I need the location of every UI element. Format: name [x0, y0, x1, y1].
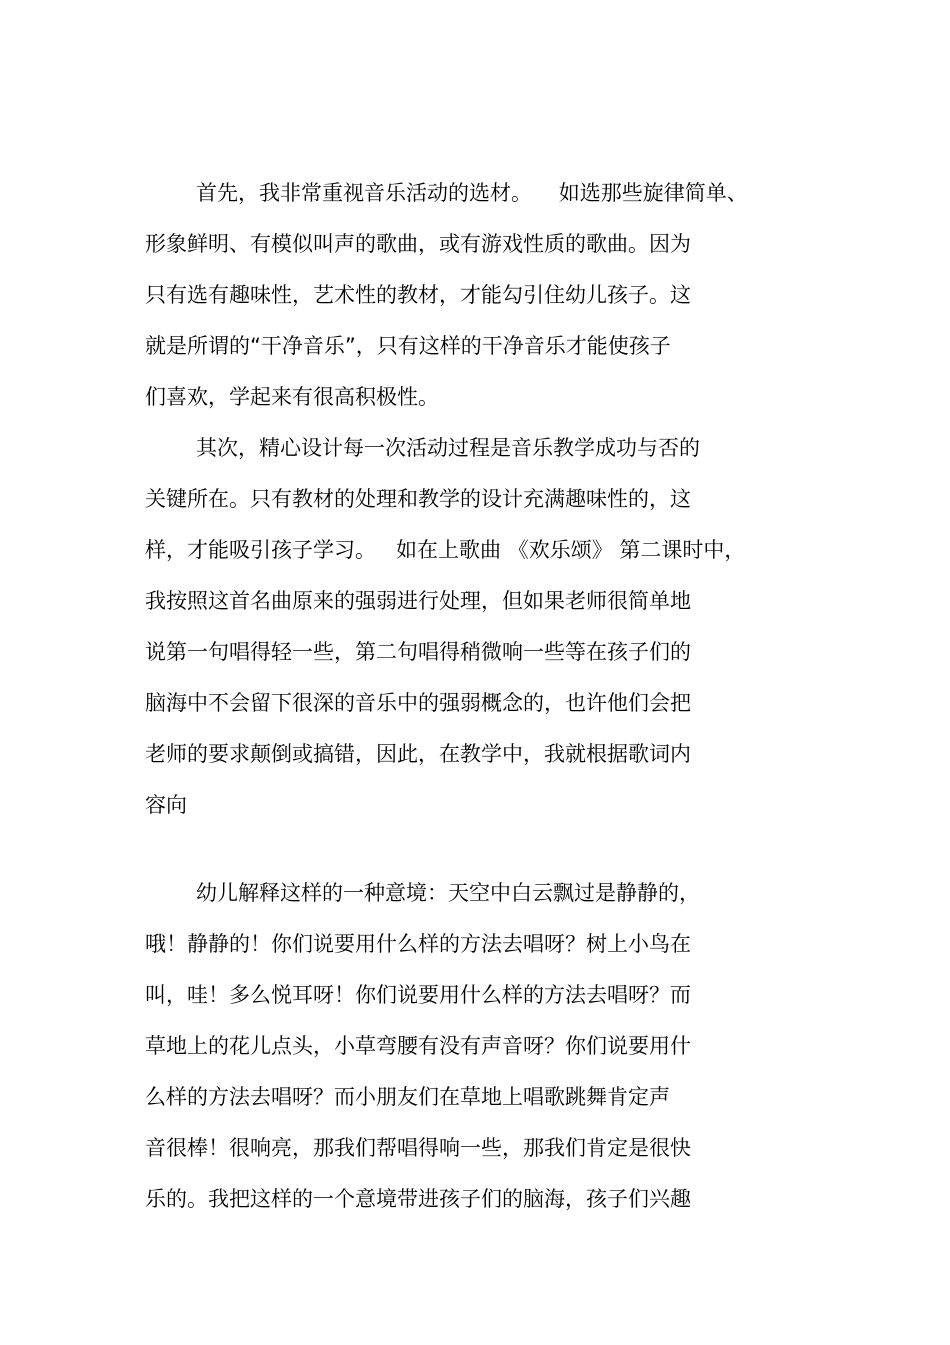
paragraph-1-line-3: 只有选有趣味性，艺术性的教材，才能勾引住幼儿孩子。这	[145, 283, 691, 307]
paragraph-3-line-7: 乐的。我把这样的一个意境带进孩子们的脑海，孩子们兴趣	[145, 1187, 691, 1211]
paragraph-2-line-4: 我按照这首名曲原来的强弱进行处理，但如果老师很简单地	[145, 589, 691, 613]
paragraph-3-line-4: 草地上的花儿点头，小草弯腰有没有声音呀？你们说要用什	[145, 1034, 691, 1058]
paragraph-2-line-6: 脑海中不会留下很深的音乐中的强弱概念的，也许他们会把	[145, 691, 691, 715]
paragraph-2-line-5: 说第一句唱得轻一些，第二句唱得稍微响一些等在孩子们的	[145, 640, 691, 664]
paragraph-1-line-5: 们喜欢，学起来有很高积极性。	[145, 385, 439, 409]
paragraph-1-line-2: 形象鲜明、有模似叫声的歌曲，或有游戏性质的歌曲。因为	[145, 232, 691, 256]
paragraph-3-line-2: 哦！静静的！你们说要用什么样的方法去唱呀？树上小鸟在	[145, 932, 691, 956]
paragraph-2-line-2: 关键所在。只有教材的处理和教学的设计充满趣味性的，这	[145, 487, 691, 511]
paragraph-3-line-1: 幼儿解释这样的一种意境：天空中白云飘过是静静的，	[196, 881, 700, 905]
paragraph-2-line-1: 其次，精心设计每一次活动过程是音乐教学成功与否的	[196, 436, 700, 460]
paragraph-1-line-1: 首先，我非常重视音乐活动的选材。 如选那些旋律简单、	[196, 181, 748, 205]
paragraph-2-line-3: 样，才能吸引孩子学习。 如在上歌曲 《欢乐颂》 第二课时中，	[145, 538, 746, 562]
paragraph-1-line-4: 就是所谓的“干净音乐”，只有这样的干净音乐才能使孩子	[145, 334, 671, 358]
paragraph-2-line-8: 容向	[145, 793, 187, 817]
paragraph-2-line-7: 老师的要求颠倒或搞错，因此，在教学中，我就根据歌词内	[145, 742, 691, 766]
paragraph-3-line-3: 叫，哇！多么悦耳呀！你们说要用什么样的方法去唱呀？而	[145, 983, 691, 1007]
paragraph-3-line-5: 么样的方法去唱呀？而小朋友们在草地上唱歌跳舞肯定声	[145, 1085, 670, 1109]
paragraph-3-line-6: 音很棒！很响亮，那我们帮唱得响一些，那我们肯定是很快	[145, 1136, 691, 1160]
